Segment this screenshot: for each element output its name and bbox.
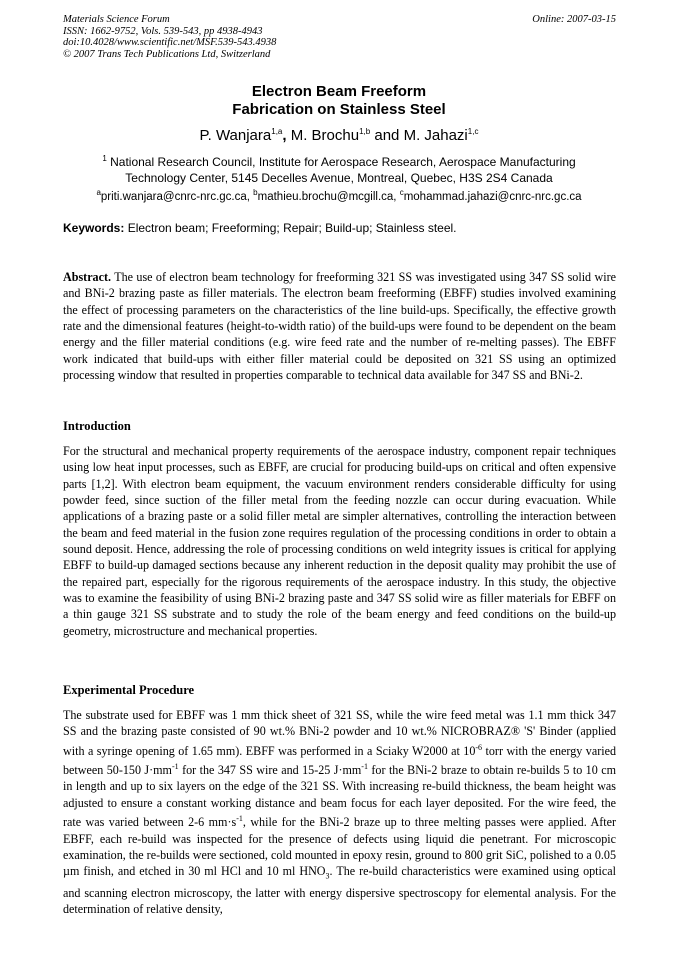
journal-issn: ISSN: 1662-9752, Vols. 539-543, pp 4938-4943 xyxy=(63,25,263,37)
subscript: 3 xyxy=(325,871,330,881)
section-heading-introduction: Introduction xyxy=(63,419,131,433)
paper-title xyxy=(0,83,678,119)
journal-header xyxy=(63,14,616,60)
superscript: -6 xyxy=(475,742,483,752)
superscript: -1 xyxy=(236,814,243,824)
author-emails xyxy=(0,186,678,204)
affiliation xyxy=(0,151,678,186)
author-separator: , xyxy=(282,127,291,144)
keywords-label: Keywords: xyxy=(63,221,125,235)
paragraph-text: torr with the energy varied between 50-150 J·mm xyxy=(63,743,616,778)
abstract-label: Abstract. xyxy=(63,270,112,284)
email-address: priti.wanjara@cnrc-nrc.gc.ca, xyxy=(100,190,254,203)
affiliation-line-2: Technology Center, 5145 Decelles Avenue, Montreal, Quebec, H3S 2S4 Canada xyxy=(125,171,553,185)
affiliation-line-1: National Research Council, Institute for Aerospace Research, Aerospace Manufacturing xyxy=(106,155,576,169)
section-heading-experimental: Experimental Procedure xyxy=(63,683,195,697)
journal-copyright: © 2007 Trans Tech Publications Ltd, Switzerland xyxy=(63,48,271,60)
keywords-text: Electron beam; Freeforming; Repair; Build-up; Stainless steel. xyxy=(124,221,457,235)
email-address: mathieu.brochu@mcgill.ca, xyxy=(257,190,400,203)
title-line-1: Electron Beam Freeform xyxy=(251,83,427,100)
superscript: -1 xyxy=(361,762,368,772)
author-affiliation-mark: 1,a xyxy=(271,127,283,136)
author-list xyxy=(0,123,678,145)
email-mark: c xyxy=(399,188,404,197)
paragraph-text: , while for the BNi-2 braze up to three melting passes were applied. After EBFF, each re-build was inspected for the presence of defects using liquid die penetrant. For microscopic examination, the re-builds were sectioned, cold mounted in epoxy resin, ground to 800 grit SiC, polished to a 0.05 µm finish, and etched in 30 ml HCl and 10 ml HNO xyxy=(63,815,616,879)
online-date: Online: 2007-03-15 xyxy=(532,14,616,25)
experimental-paragraph xyxy=(63,707,616,918)
superscript: -1 xyxy=(171,762,179,772)
email-mark: a xyxy=(96,188,101,197)
author-name: P. Wanjara xyxy=(199,127,272,144)
paragraph-text: . The re-build characteristics were examined using optical and scanning electron microscopy, the latter with energy dispersive spectroscopy for elemental analysis. For the determination of relative density, xyxy=(63,864,616,917)
title-line-2: Fabrication on Stainless Steel xyxy=(232,101,446,118)
email-mark: b xyxy=(253,188,258,197)
introduction-paragraph: For the structural and mechanical property requirements of the aerospace industry, component repair techniques using low heat input processes, such as EBFF, are crucial for producing build-ups on critical and often expensive parts [1,2]. With electron beam equipment, the vacuum environment renders considerable difficulty for using powder feed, since suction of the filler metal from the feeding nozzle can occur during evacuation. While applications of a brazing paste or a solid filler metal are simpler alternatives, controlling the interaction between the beam and feed material in the fusion zone requires regulation of the processing conditions in order to obtain a sound deposit. Hence, addressing the role of processing conditions on weld integrity issues is critical for applying EBFF to build-up damaged sections because any inherent reduction in the deposit quality may prohibit the use of the repaired part, especially for the rigorous requirements of the aerospace industry. In this study, the objective was to examine the feasibility of using BNi-2 brazing paste and 347 SS solid wire as filler materials for EBFF on a thin gauge 321 SS substrate and to study the role of the beam energy and feed conditions on the build-up geometry, microstructure and mechanical properties. xyxy=(63,444,616,638)
journal-name: Materials Science Forum xyxy=(63,14,170,25)
author-name: M. Jahazi xyxy=(403,127,468,144)
author-name: M. Brochu xyxy=(290,127,360,144)
affiliation-mark: 1 xyxy=(102,154,107,163)
paragraph-text: The substrate used for EBFF was 1 mm thick sheet of 321 SS, while the wire feed metal was 1.1 mm thick 347 SS and the brazing paste consisted of 90 wt.% BNi-2 powder and 10 wt.% NICROBRAZ® 'S' Binder (applied with a syringe opening of 1.65 mm). EBFF was performed in a Sciaky W2000 at 10 xyxy=(63,708,616,758)
paragraph-text: for the BNi-2 braze to obtain re-builds 5 to 10 cm in length and up to six layers on the edge of the 321 SS. With increasing re-build thickness, the beam height was adjusted to ensure a constant working distance and beam focus for each layer deposited. For the wire feed, the rate was varied between 2-6 mm·s xyxy=(63,763,616,830)
journal-doi: doi:10.4028/www.scientific.net/MSF.539-543.4938 xyxy=(63,37,277,48)
abstract-text: The use of electron beam technology for freeforming 321 SS was investigated using 347 SS solid wire and BNi-2 brazing paste as filler materials. The electron beam freeforming (EBFF) studies involved examining the effect of processing parameters on the characteristics of the line build-ups. Specifically, the effective growth rate and the dimensional features (height-to-width ratio) of the build-ups were found to be dependent on the beam energy and the filler material conditions (e.g. wire feed rate and the number of re-melting passes). The EBFF work indicated that build-ups with either filler material could be deposited on 321 SS using an optimized processing window that resulted in properties comparable to technical data available for 347 SS and BNi-2. xyxy=(63,270,616,383)
paragraph-text: for the 347 SS wire and 15-25 J·mm xyxy=(178,763,362,778)
author-separator: and xyxy=(370,127,404,144)
email-address: mohammad.jahazi@cnrc-nrc.gc.ca xyxy=(403,190,582,203)
abstract xyxy=(63,269,616,383)
author-affiliation-mark: 1,b xyxy=(359,127,371,136)
keywords xyxy=(63,220,616,236)
author-affiliation-mark: 1,c xyxy=(467,127,479,136)
